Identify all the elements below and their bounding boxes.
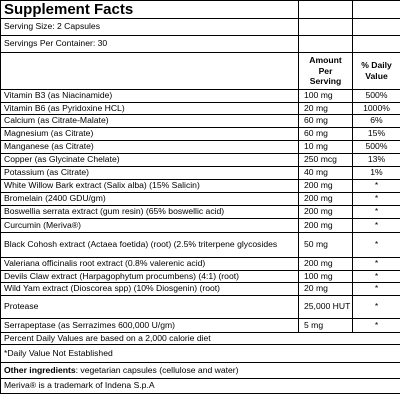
ingredient-row bbox=[1, 180, 400, 193]
ingredient-daily-value: * bbox=[353, 233, 400, 258]
ingredient-daily-value: 500% bbox=[353, 141, 400, 154]
serving-size-row bbox=[1, 19, 400, 36]
ingredient-name: Black Cohosh extract (Actaea foetida) (root) (2.5% triterpene glycosides bbox=[1, 233, 299, 258]
serving-size: Serving Size: 2 Capsules bbox=[1, 19, 299, 36]
panel-title: Supplement Facts bbox=[1, 1, 299, 19]
ingredient-name: Devils Claw extract (Harpagophytum procumbens) (4:1) (root) bbox=[1, 271, 299, 283]
ingredient-row bbox=[1, 193, 400, 206]
title-row bbox=[1, 1, 400, 19]
ingredient-amount: 40 mg bbox=[299, 167, 353, 180]
ingredient-row bbox=[1, 115, 400, 128]
other-ingredients-label: Other ingredients bbox=[4, 364, 76, 375]
ingredient-name: Calcium (as Citrate-Malate) bbox=[1, 115, 299, 128]
ingredient-daily-value: 6% bbox=[353, 115, 400, 128]
ingredient-amount: 20 mg bbox=[299, 283, 353, 296]
ingredient-row bbox=[1, 283, 400, 296]
ingredient-row bbox=[1, 233, 400, 258]
ingredient-row bbox=[1, 271, 400, 283]
ingredient-row bbox=[1, 206, 400, 219]
ingredient-amount: 50 mg bbox=[299, 233, 353, 258]
ingredient-daily-value: * bbox=[353, 283, 400, 296]
ingredient-row bbox=[1, 167, 400, 180]
ingredient-name: Boswellia serrata extract (gum resin) (65% boswellic acid) bbox=[1, 206, 299, 219]
amount-per-serving-header: Amount Per Serving bbox=[299, 53, 353, 90]
footnote-daily-values: Percent Daily Values are based on a 2,000 calorie diet bbox=[1, 333, 400, 345]
footnote-daily-values-row bbox=[1, 333, 400, 345]
ingredient-daily-value: 500% bbox=[353, 90, 400, 103]
ingredient-amount: 250 mcg bbox=[299, 154, 353, 167]
ingredient-name: Valeriana officinalis root extract (0.8% valerenic acid) bbox=[1, 258, 299, 271]
servings-per-container: Servings Per Container: 30 bbox=[1, 36, 299, 53]
other-ingredients bbox=[1, 363, 400, 379]
ingredient-name: Copper (as Glycinate Chelate) bbox=[1, 154, 299, 167]
ingredient-row bbox=[1, 154, 400, 167]
ingredient-daily-value: 1% bbox=[353, 167, 400, 180]
ingredient-daily-value: * bbox=[353, 271, 400, 283]
ingredient-amount: 60 mg bbox=[299, 115, 353, 128]
servings-per-container-row bbox=[1, 36, 400, 53]
daily-value-header: % Daily Value bbox=[353, 53, 400, 90]
trademark-row bbox=[1, 379, 400, 394]
ingredient-amount: 20 mg bbox=[299, 103, 353, 115]
ingredient-name: Potassium (as Citrate) bbox=[1, 167, 299, 180]
ingredient-row bbox=[1, 128, 400, 141]
ingredient-daily-value: 13% bbox=[353, 154, 400, 167]
ingredient-name: Protease bbox=[1, 296, 299, 319]
ingredient-name: Manganese (as Citrate) bbox=[1, 141, 299, 154]
ingredient-row bbox=[1, 219, 400, 233]
ingredient-row bbox=[1, 296, 400, 319]
ingredient-amount: 200 mg bbox=[299, 193, 353, 206]
ingredient-name: White Willow Bark extract (Salix alba) (15% Salicin) bbox=[1, 180, 299, 193]
ingredient-name: Bromelain (2400 GDU/gm) bbox=[1, 193, 299, 206]
ingredient-daily-value: * bbox=[353, 219, 400, 233]
ingredient-amount: 200 mg bbox=[299, 258, 353, 271]
ingredient-name: Vitamin B3 (as Niacinamide) bbox=[1, 90, 299, 103]
ingredient-amount: 25,000 HUT bbox=[299, 296, 353, 319]
ingredient-amount: 100 mg bbox=[299, 271, 353, 283]
ingredient-daily-value: * bbox=[353, 206, 400, 219]
ingredient-daily-value: * bbox=[353, 180, 400, 193]
ingredient-name: Vitamin B6 (as Pyridoxine HCL) bbox=[1, 103, 299, 115]
footnote-not-established: *Daily Value Not Established bbox=[1, 345, 400, 363]
ingredient-row bbox=[1, 90, 400, 103]
ingredient-amount: 200 mg bbox=[299, 180, 353, 193]
ingredient-amount: 100 mg bbox=[299, 90, 353, 103]
other-ingredients-text: : vegetarian capsules (cellulose and water) bbox=[75, 364, 239, 375]
ingredient-amount: 60 mg bbox=[299, 128, 353, 141]
ingredient-name: Curcumin (Meriva®) bbox=[1, 219, 299, 233]
ingredient-daily-value: * bbox=[353, 193, 400, 206]
ingredient-amount: 200 mg bbox=[299, 219, 353, 233]
other-ingredients-row bbox=[1, 363, 400, 379]
footnote-not-established-row bbox=[1, 345, 400, 363]
ingredient-rows bbox=[1, 90, 400, 333]
ingredient-daily-value: * bbox=[353, 296, 400, 319]
ingredient-amount: 200 mg bbox=[299, 206, 353, 219]
ingredient-daily-value: * bbox=[353, 258, 400, 271]
trademark-note: Meriva® is a trademark of Indena S.p.A bbox=[1, 379, 400, 394]
ingredient-row bbox=[1, 258, 400, 271]
ingredient-daily-value: * bbox=[353, 319, 400, 333]
ingredient-amount: 10 mg bbox=[299, 141, 353, 154]
ingredient-name: Serrapeptase (as Serrazimes 600,000 U/gm) bbox=[1, 319, 299, 333]
ingredient-row bbox=[1, 319, 400, 333]
ingredient-daily-value: 1000% bbox=[353, 103, 400, 115]
ingredient-daily-value: 15% bbox=[353, 128, 400, 141]
column-header-row bbox=[1, 53, 400, 90]
ingredient-name: Wild Yam extract (Dioscorea spp) (10% Diosgenin) (root) bbox=[1, 283, 299, 296]
ingredient-row bbox=[1, 103, 400, 115]
ingredient-name: Magnesium (as Citrate) bbox=[1, 128, 299, 141]
ingredient-amount: 5 mg bbox=[299, 319, 353, 333]
ingredient-row bbox=[1, 141, 400, 154]
